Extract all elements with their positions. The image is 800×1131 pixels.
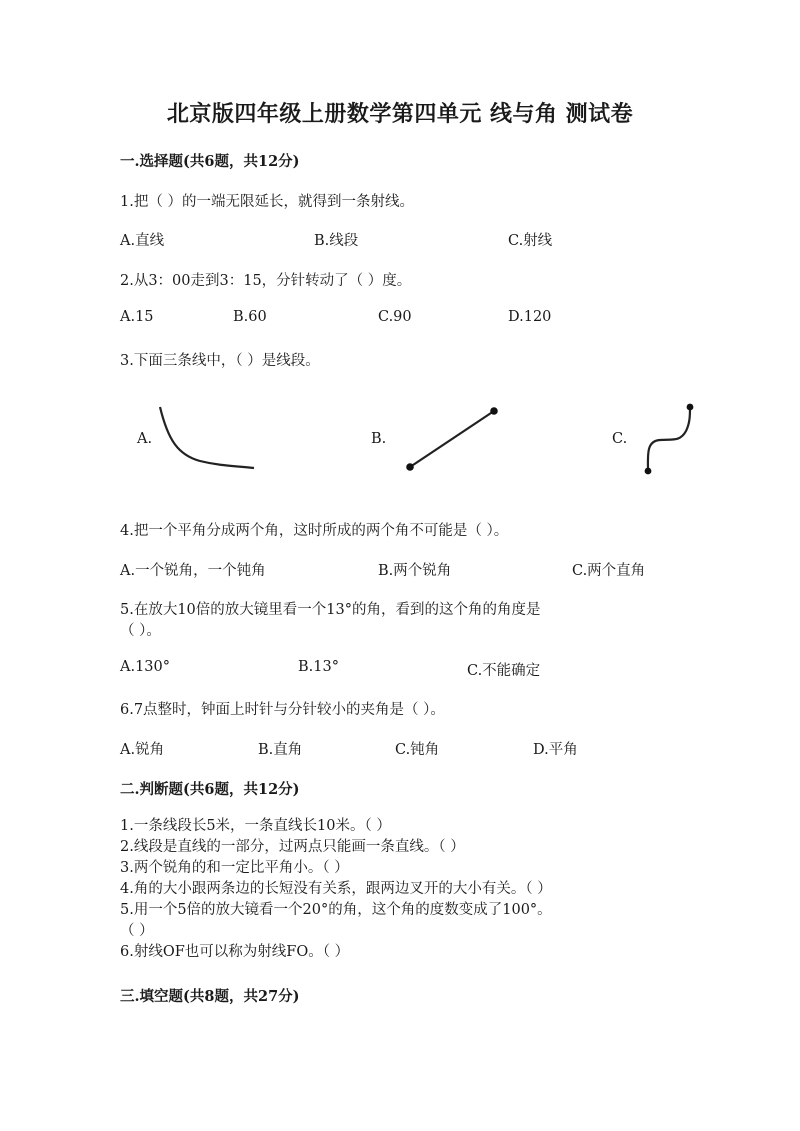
question-5-blank: （ ）。 — [120, 623, 161, 639]
q2-option-b: B.60 — [233, 309, 267, 325]
q1-option-b: B.线段 — [314, 233, 359, 249]
judge-item: 3.两个锐角的和一定比平角小。（ ） — [120, 860, 349, 876]
q4-option-c: C.两个直角 — [572, 563, 646, 579]
figure-b-segment — [406, 407, 498, 471]
section-heading-choice: 一.选择题(共6题，共12分) — [120, 153, 300, 170]
q6-option-d: D.平角 — [533, 742, 578, 758]
q6-option-a: A.锐角 — [120, 742, 165, 758]
judge-item: 1.一条线段长5米，一条直线长10米。（ ） — [120, 818, 391, 834]
q1-option-a: A.直线 — [120, 233, 165, 249]
question-2: 2.从3：00走到3：15，分针转动了（ ）度。 — [120, 273, 412, 289]
figure-c-wave — [645, 404, 694, 475]
q2-option-d: D.120 — [508, 309, 552, 325]
q4-option-b: B.两个锐角 — [378, 563, 452, 579]
q3-line-figures — [0, 395, 800, 485]
q3-option-b: B. — [371, 431, 387, 447]
question-1: 1.把（ ）的一端无限延长，就得到一条射线。 — [120, 194, 414, 210]
q5-option-b: B.13° — [298, 659, 339, 675]
q2-option-c: C.90 — [378, 309, 412, 325]
judge-item: 6.射线OF也可以称为射线FO。（ ） — [120, 944, 350, 960]
figure-a-curve — [160, 407, 254, 468]
q6-option-c: C.钝角 — [395, 742, 440, 758]
q3-option-a: A. — [137, 431, 153, 447]
judge-item: 4.角的大小跟两条边的长短没有关系，跟两边叉开的大小有关。（ ） — [120, 881, 552, 897]
question-6: 6.7点整时，钟面上时针与分针较小的夹角是（ ）。 — [120, 702, 445, 718]
q3-option-c: C. — [612, 431, 628, 447]
q2-option-a: A.15 — [120, 309, 154, 325]
page-title: 北京版四年级上册数学第四单元 线与角 测试卷 — [166, 101, 634, 127]
q5-option-c: C.不能确定 — [467, 663, 541, 679]
q1-option-c: C.射线 — [508, 233, 553, 249]
section-heading-judge: 二.判断题(共6题，共12分) — [120, 781, 300, 798]
judge-item: 5.用一个5倍的放大镜看一个20°的角，这个角的度数变成了100°。 — [120, 902, 552, 918]
q4-option-a: A.一个锐角，一个钝角 — [120, 563, 266, 579]
q5-option-a: A.130° — [120, 659, 171, 675]
question-4: 4.把一个平角分成两个角，这时所成的两个角不可能是（ ）。 — [120, 523, 509, 539]
question-3: 3.下面三条线中，（ ）是线段。 — [120, 353, 320, 369]
q6-option-b: B.直角 — [258, 742, 303, 758]
judge-item: 2.线段是直线的一部分，过两点只能画一条直线。（ ） — [120, 839, 465, 855]
judge-item: （ ） — [120, 923, 154, 939]
question-5: 5.在放大10倍的放大镜里看一个13°的角，看到的这个角的角度是 — [120, 602, 541, 618]
section-heading-fill: 三.填空题(共8题，共27分) — [120, 988, 300, 1005]
